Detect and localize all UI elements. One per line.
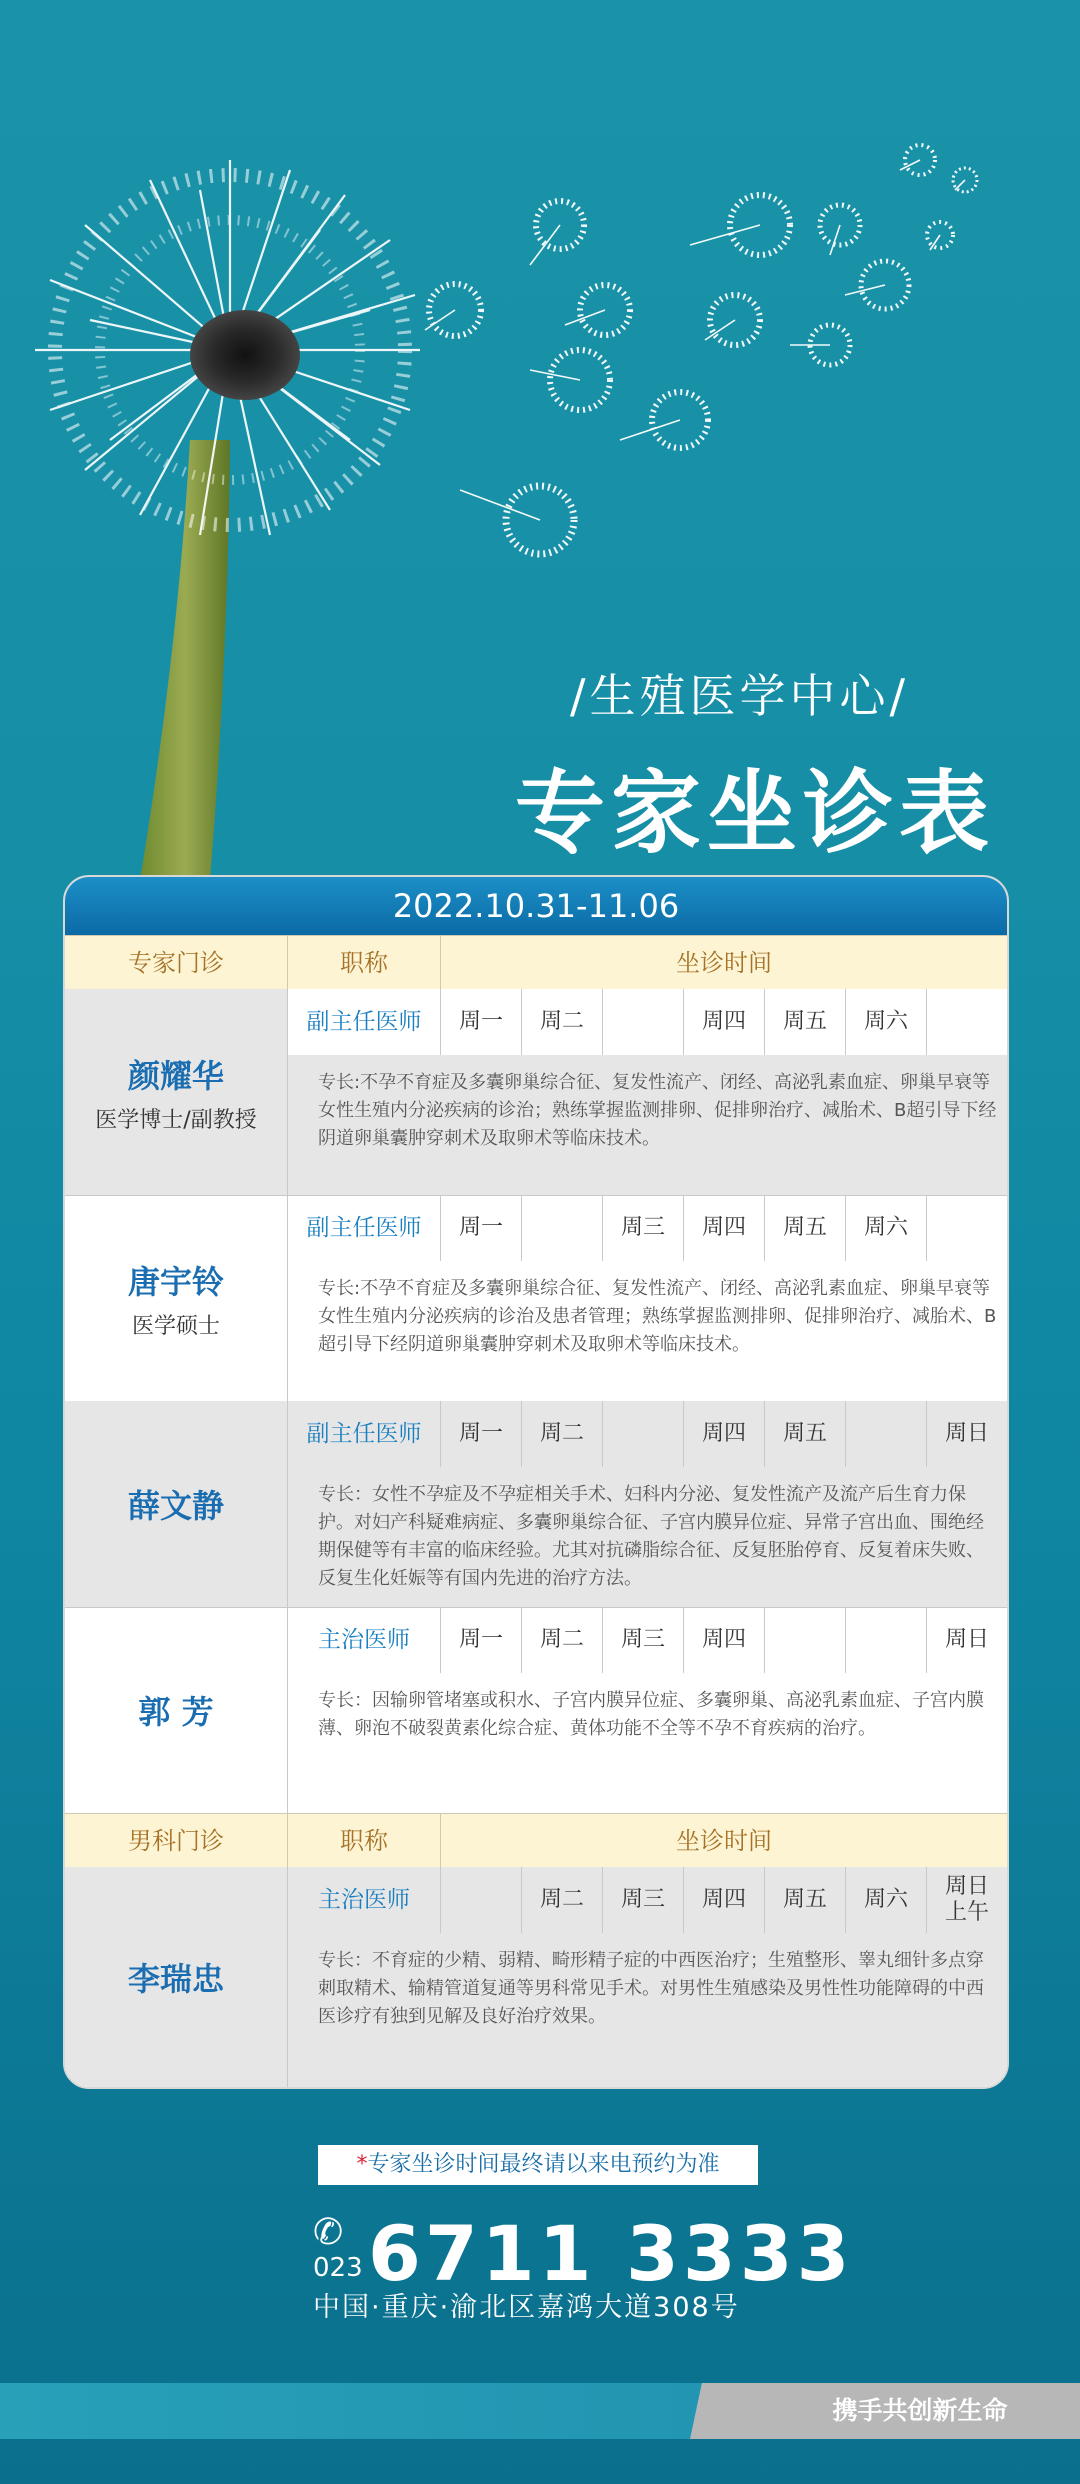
day-cell: 周二 (522, 1867, 603, 1933)
doctor-specialty: 专长：因输卵管堵塞或积水、子宫内膜异位症、多囊卵巢、高泌乳素血症、子宫内膜薄、卵泡不破裂黄素化综合症、黄体功能不全等不孕不育疾病的治疗。 (288, 1673, 1007, 1813)
center-name: /生殖医学中心/ (570, 669, 909, 723)
doctor-info (65, 1195, 288, 1401)
day-cell: 周四 (684, 1867, 765, 1933)
page-title: 专家坐诊表 (515, 761, 995, 866)
doctor-title: 副主任医师 (288, 1401, 441, 1467)
day-cell: 周三 (603, 1195, 684, 1261)
day-cell-sunday-morning (927, 1867, 1007, 1933)
doctor-row (65, 989, 1007, 1196)
expert-clinic-header (65, 935, 1007, 991)
day-cell: 周一 (441, 1195, 522, 1261)
doctor-degree: 医学硕士 (131, 1313, 220, 1339)
doctor-name: 郭 芳 (138, 1693, 214, 1731)
doctor-info (65, 1607, 288, 1813)
day-cell: 周六 (846, 1195, 927, 1261)
phone-icon: ✆ (313, 2212, 344, 2253)
doctor-row (65, 1401, 1007, 1608)
doctor-name: 唐宇铃 (127, 1262, 224, 1301)
day-cell: 周一 (441, 1607, 522, 1673)
day-cell: 周二 (522, 1607, 603, 1673)
andrology-clinic-header (65, 1813, 1007, 1869)
day-cell: 周四 (684, 1195, 765, 1261)
day-cell: 周五 (765, 989, 846, 1055)
area-code: 023 (313, 2253, 363, 2283)
col-time: 坐诊时间 (676, 949, 772, 977)
day-cell: 周二 (522, 1401, 603, 1467)
doctor-info (65, 1867, 288, 2087)
doctor-name: 李瑞忠 (127, 1960, 224, 1998)
date-range: 2022.10.31-11.06 (65, 877, 1007, 935)
day-cell: 周一 (441, 989, 522, 1055)
doctor-info (65, 1401, 288, 1607)
day-cell (846, 1401, 927, 1467)
appointment-note (318, 2145, 758, 2185)
col-clinic: 男科门诊 (65, 1814, 288, 1868)
doctor-name: 薛文静 (127, 1487, 224, 1525)
schedule-row (288, 1401, 1007, 1468)
day-cell: 周四 (684, 989, 765, 1055)
col-time: 坐诊时间 (676, 1827, 772, 1855)
doctor-name: 颜耀华 (127, 1056, 224, 1095)
day-cell (765, 1607, 846, 1673)
doctor-info (65, 989, 288, 1195)
doctor-degree: 医学博士/副教授 (95, 1107, 257, 1133)
day-cell (927, 989, 1007, 1055)
note-star: * (356, 2152, 368, 2177)
day-cell: 周三 (603, 1867, 684, 1933)
doctor-specialty: 专长：不育症的少精、弱精、畸形精子症的中西医治疗；生殖整形、睾丸细针多点穿刺取精术、输精管道复通等男科常见手术。对男性生殖感染及男性性功能障碍的中西医诊疗有独到见解及良好治疗效果。 (288, 1933, 1007, 2087)
day-cell (927, 1195, 1007, 1261)
doctor-specialty: 专长:不孕不育症及多囊卵巢综合征、复发性流产、闭经、高泌乳素血症、卵巢早衰等女性生殖内分泌疾病的诊治；熟练掌握监测排卵、促排卵治疗、减胎术、B超引导下经阴道卵巢囊肿穿刺术及取卵术等临床技术。 (288, 1055, 1007, 1195)
day-cell: 周三 (603, 1607, 684, 1673)
session-label: 上午 (944, 1900, 989, 1925)
doctor-title: 副主任医师 (288, 1195, 441, 1261)
schedule-table (63, 875, 1009, 2089)
day-cell: 周四 (684, 1607, 765, 1673)
doctor-row (65, 1607, 1007, 1814)
day-cell: 周一 (441, 1401, 522, 1467)
doctor-title: 主治医师 (288, 1867, 441, 1933)
day-label: 周日 (944, 1874, 989, 1899)
schedule-row (288, 1195, 1007, 1262)
day-cell: 周六 (846, 1867, 927, 1933)
day-cell: 周四 (684, 1401, 765, 1467)
schedule-row (288, 1867, 1007, 1934)
doctor-specialty: 专长:不孕不育症及多囊卵巢综合征、复发性流产、闭经、高泌乳素血症、卵巢早衰等女性生殖内分泌疾病的诊治及患者管理；熟练掌握监测排卵、促排卵治疗、减胎术、B超引导下经阴道卵巢囊肿穿刺术及取卵术等临床技术。 (288, 1261, 1007, 1401)
doctor-row (65, 1195, 1007, 1402)
day-cell: 周二 (522, 989, 603, 1055)
col-clinic: 专家门诊 (65, 936, 288, 990)
doctor-title: 副主任医师 (288, 989, 441, 1055)
doctor-specialty: 专长：女性不孕症及不孕症相关手术、妇科内分泌、复发性流产及流产后生育力保护。对妇产科疑难病症、多囊卵巢综合征、子宫内膜异位症、异常子宫出血、围绝经期保健等有丰富的临床经验。尤其对抗磷脂综合征、反复胚胎停育、反复着床失败、反复生化妊娠等有国内先进的治疗方法。 (288, 1467, 1007, 1607)
note-text: 专家坐诊时间最终请以来电预约为准 (367, 2152, 720, 2177)
day-cell (441, 1867, 522, 1933)
schedule-row (288, 1607, 1007, 1674)
col-title: 职称 (288, 1814, 441, 1868)
day-cell: 周六 (846, 989, 927, 1055)
doctor-title: 主治医师 (288, 1607, 441, 1673)
day-cell: 周五 (765, 1401, 846, 1467)
day-cell (603, 1401, 684, 1467)
slogan: 携手共创新生命 (832, 2396, 1008, 2425)
day-cell (603, 989, 684, 1055)
col-title: 职称 (288, 936, 441, 990)
day-cell: 周五 (765, 1867, 846, 1933)
doctor-row (65, 1867, 1007, 2087)
day-cell: 周五 (765, 1195, 846, 1261)
day-cell (522, 1195, 603, 1261)
day-cell: 周日 (944, 1421, 989, 1446)
schedule-row (288, 989, 1007, 1056)
address: 中国·重庆·渝北区嘉鸿大道308号 (313, 2292, 740, 2323)
contact-phone[interactable] (313, 2209, 854, 2298)
day-cell: 周日 (944, 1627, 989, 1652)
day-cell (846, 1607, 927, 1673)
phone-number[interactable]: 6711 3333 (368, 2209, 854, 2298)
